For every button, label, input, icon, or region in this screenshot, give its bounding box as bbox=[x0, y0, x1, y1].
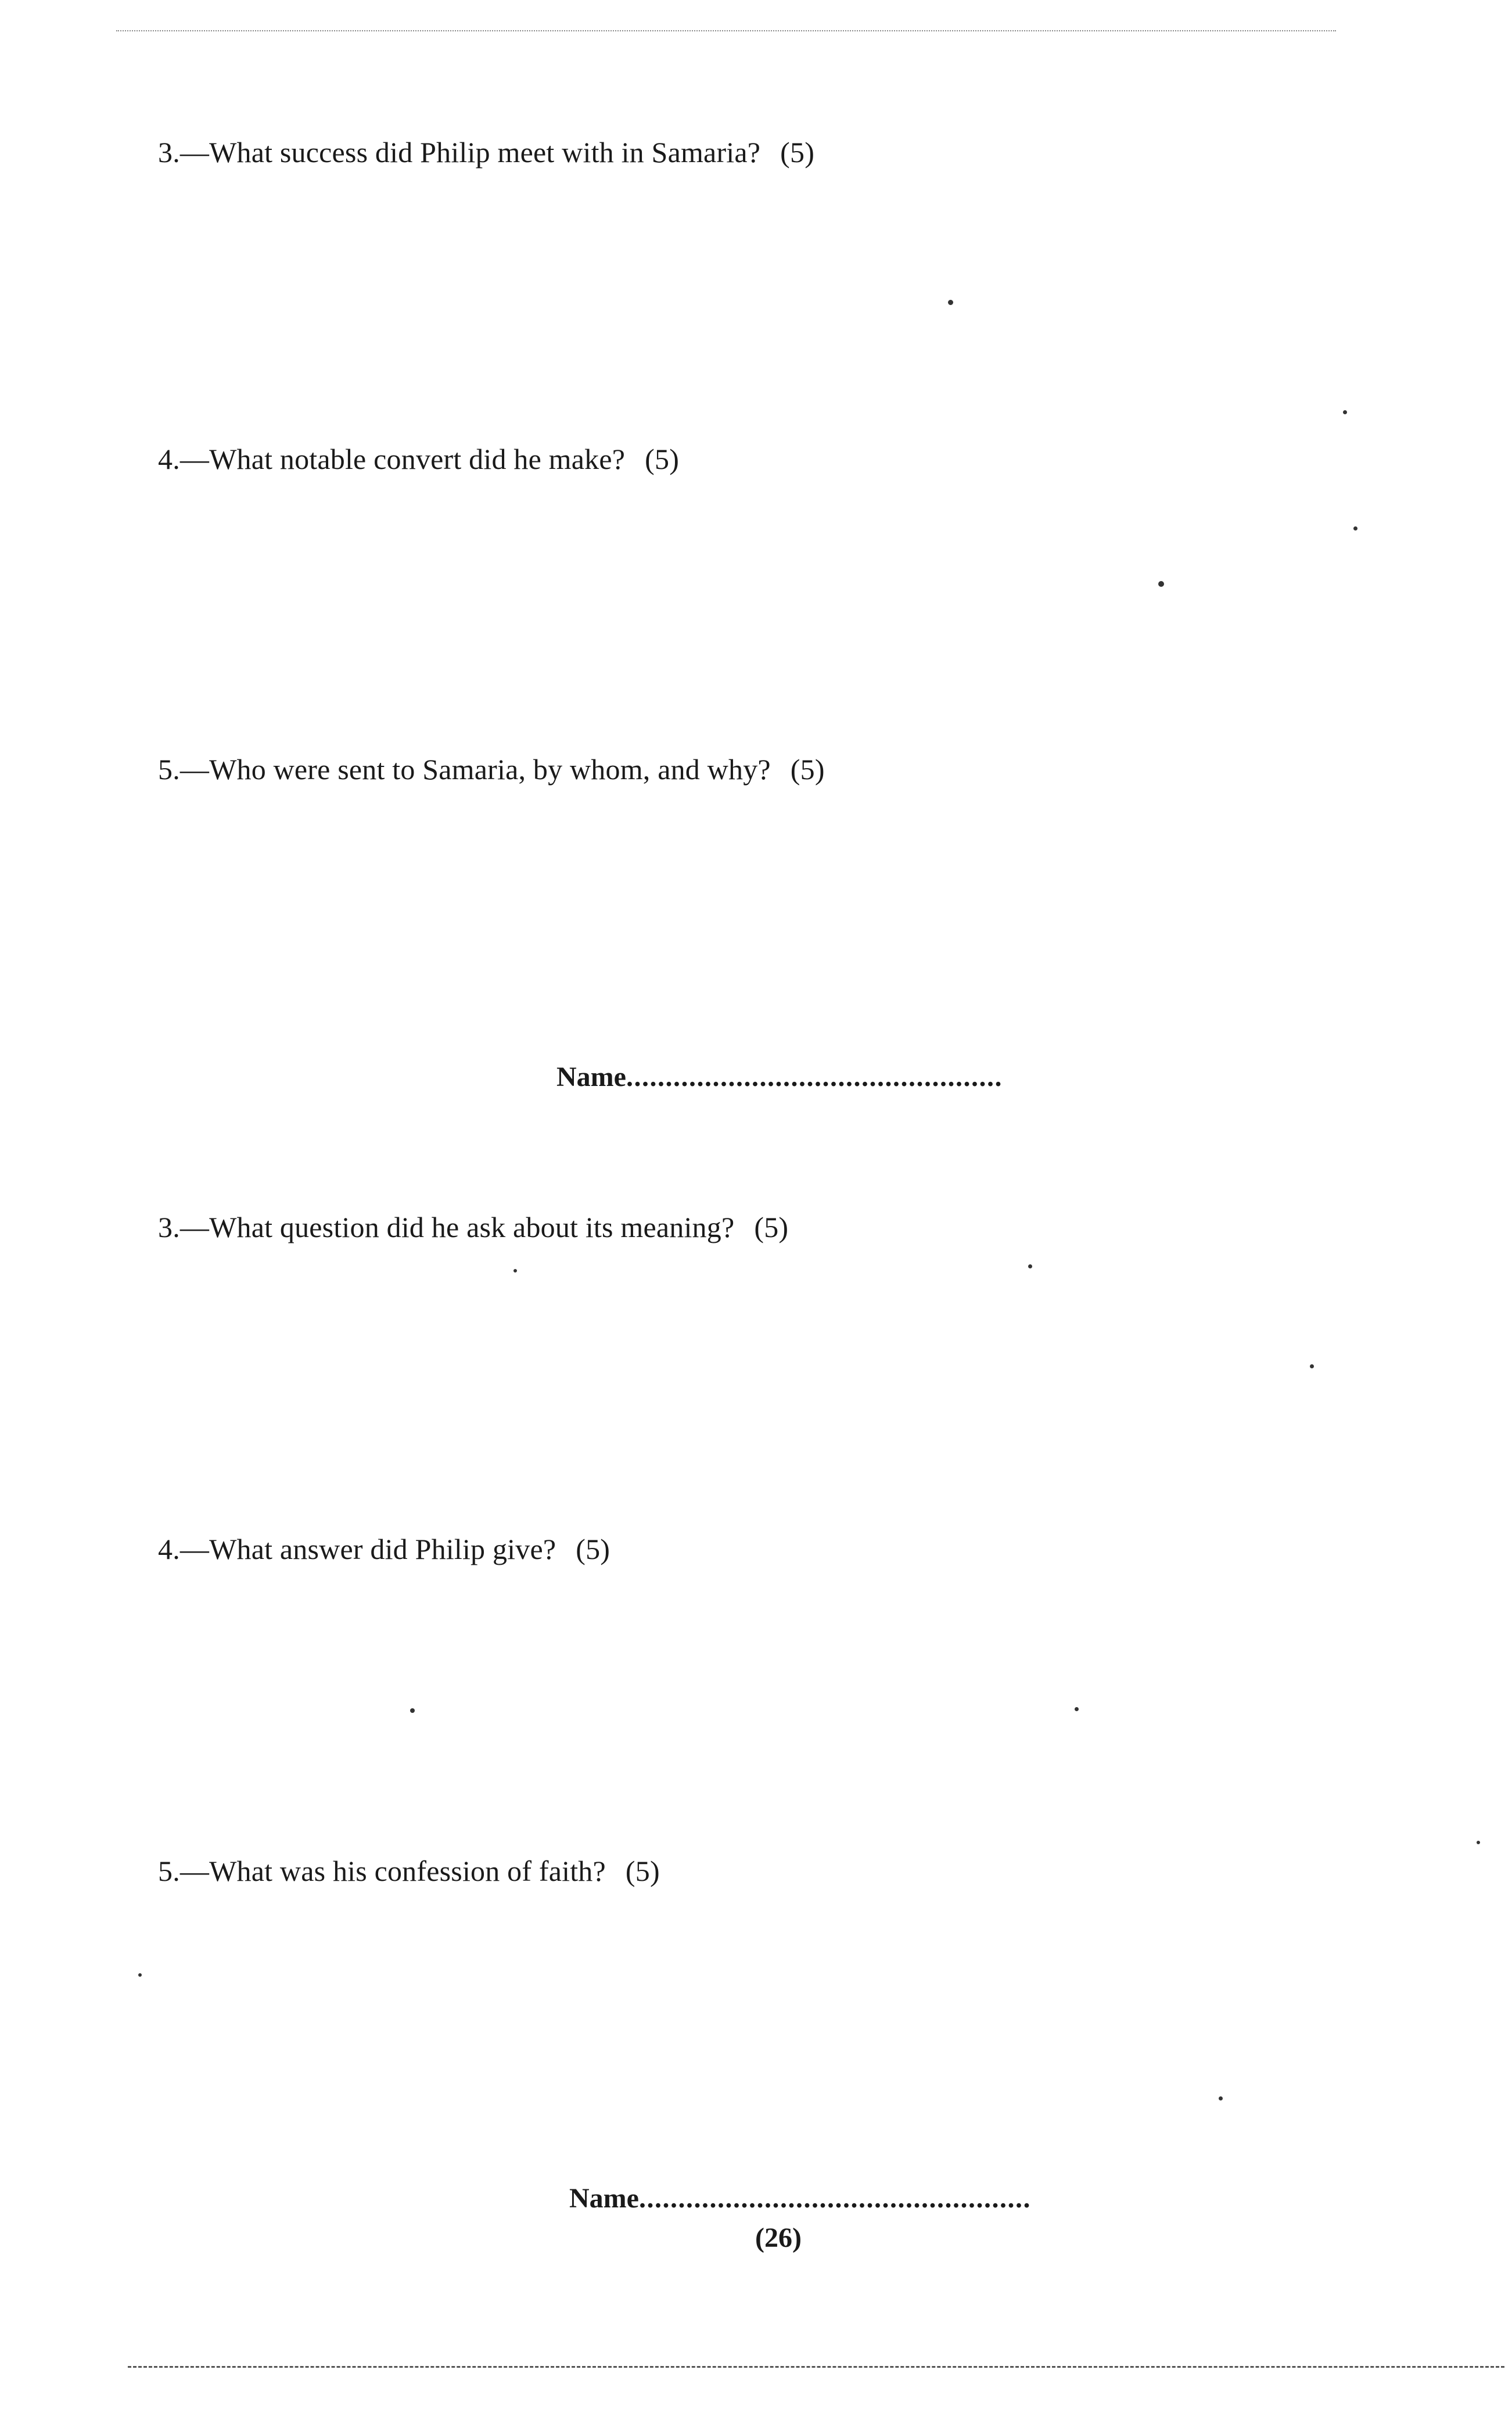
question-text: —What notable convert did he make? bbox=[179, 443, 626, 475]
speck bbox=[1310, 1364, 1314, 1368]
speck bbox=[1158, 581, 1164, 587]
speck bbox=[138, 1973, 142, 1977]
question-number: 3. bbox=[158, 136, 180, 169]
question-marks: (5) bbox=[754, 1211, 789, 1243]
question-text: —What question did he ask about its meaning? bbox=[179, 1211, 735, 1243]
speck bbox=[1343, 410, 1347, 414]
speck bbox=[1353, 526, 1357, 530]
question-number: 4. bbox=[158, 1533, 180, 1565]
top-question-3 bbox=[158, 135, 814, 170]
bottom-name-field[interactable] bbox=[569, 2181, 1031, 2216]
question-number: 3. bbox=[158, 1211, 180, 1243]
top-scan-edge bbox=[116, 30, 1336, 31]
bottom-scan-edge bbox=[128, 2366, 1504, 2368]
speck bbox=[1219, 2096, 1223, 2100]
name-label: Name bbox=[556, 1062, 626, 1092]
speck bbox=[1477, 1841, 1480, 1844]
question-marks: (5) bbox=[645, 443, 680, 475]
bottom-question-3 bbox=[158, 1210, 788, 1245]
name-label: Name bbox=[569, 2183, 639, 2214]
name-dots: ................................................ bbox=[626, 1062, 1003, 1092]
top-question-4 bbox=[158, 442, 679, 476]
speck bbox=[410, 1708, 415, 1713]
speck bbox=[948, 300, 953, 305]
question-text: —What was his confession of faith? bbox=[179, 1855, 606, 1887]
question-number: 5. bbox=[158, 753, 180, 786]
name-dots: .................................................. bbox=[638, 2183, 1031, 2214]
question-marks: (5) bbox=[625, 1855, 660, 1887]
speck bbox=[1075, 1707, 1079, 1711]
question-number: 5. bbox=[158, 1855, 180, 1887]
page-number: (26) bbox=[755, 2222, 802, 2253]
question-marks: (5) bbox=[790, 753, 825, 786]
question-marks: (5) bbox=[576, 1533, 610, 1565]
speck bbox=[513, 1269, 517, 1272]
bottom-question-5 bbox=[158, 1854, 660, 1888]
question-text: —What answer did Philip give? bbox=[179, 1533, 556, 1565]
top-question-5 bbox=[158, 752, 825, 787]
question-text: —What success did Philip meet with in Samaria? bbox=[179, 136, 761, 169]
question-number: 4. bbox=[158, 443, 180, 475]
top-name-field[interactable] bbox=[556, 1060, 1003, 1095]
question-marks: (5) bbox=[780, 136, 815, 169]
bottom-question-4 bbox=[158, 1532, 610, 1566]
question-text: —Who were sent to Samaria, by whom, and why? bbox=[179, 753, 771, 786]
speck bbox=[1028, 1264, 1032, 1268]
